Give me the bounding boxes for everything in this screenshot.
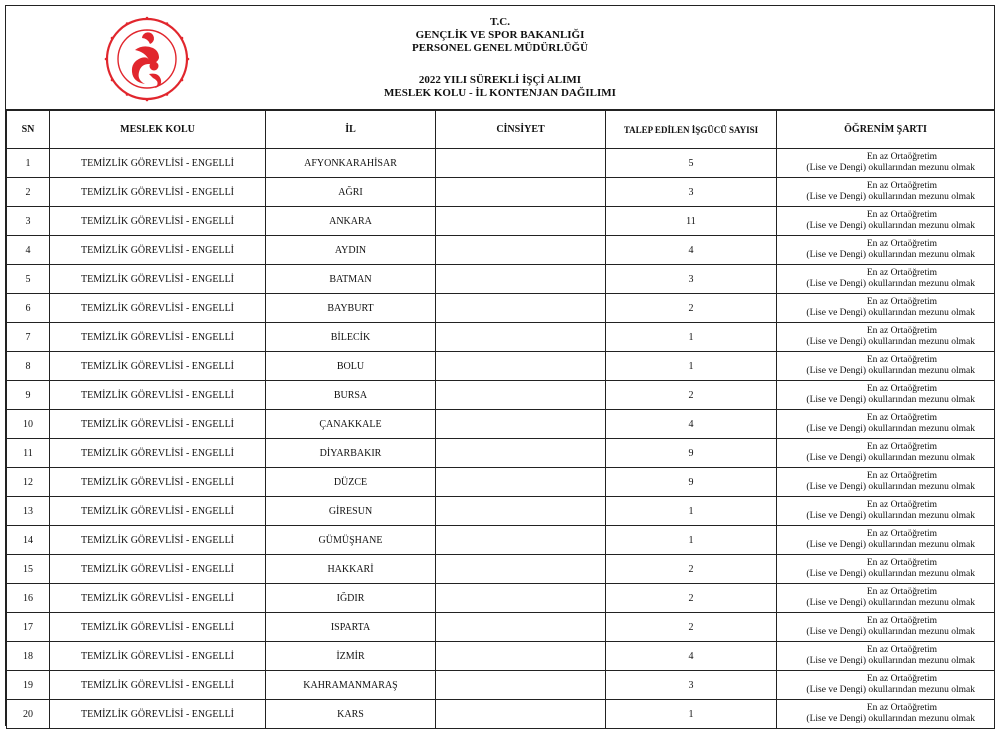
header-title: 2022 YILI SÜREKLİ İŞÇİ ALIMI [418, 74, 582, 86]
cell-sayi: 2 [606, 381, 777, 410]
table-row [7, 178, 995, 207]
header-line-1: T.C. [490, 16, 510, 28]
cell-il: BİLECİK [266, 323, 436, 352]
cell-sn: 10 [7, 410, 50, 439]
cell-il: GÜMÜŞHANE [266, 526, 436, 555]
cell-meslek: TEMİZLİK GÖREVLİSİ - ENGELLİ [50, 555, 266, 584]
table-row [7, 671, 995, 700]
cell-sn: 15 [7, 555, 50, 584]
ogrenim-line-2: (Lise ve Dengi) okullarından mezunu olmak [806, 395, 975, 405]
document-header [6, 6, 994, 110]
cell-sn: 11 [7, 439, 50, 468]
ogrenim-line-1: En az Ortaöğretim [866, 325, 937, 336]
ogrenim-line-2: (Lise ve Dengi) okullarından mezunu olmak [806, 598, 975, 608]
cell-cinsiyet [436, 294, 606, 323]
table-row [7, 294, 995, 323]
cell-sn: 9 [7, 381, 50, 410]
cell-meslek: TEMİZLİK GÖREVLİSİ - ENGELLİ [50, 265, 266, 294]
ogrenim-line-1: En az Ortaöğretim [866, 383, 937, 394]
cell-cinsiyet [436, 584, 606, 613]
cell-cinsiyet [436, 700, 606, 729]
cell-il: DÜZCE [266, 468, 436, 497]
table-row [7, 468, 995, 497]
cell-sn: 12 [7, 468, 50, 497]
table-row [7, 265, 995, 294]
ogrenim-line-2: (Lise ve Dengi) okullarından mezunu olmak [806, 511, 975, 521]
cell-cinsiyet [436, 149, 606, 178]
cell-meslek: TEMİZLİK GÖREVLİSİ - ENGELLİ [50, 642, 266, 671]
cell-meslek: TEMİZLİK GÖREVLİSİ - ENGELLİ [50, 236, 266, 265]
cell-sayi: 2 [606, 555, 777, 584]
cell-ogrenim [777, 207, 995, 236]
ogrenim-line-1: En az Ortaöğretim [866, 180, 937, 191]
cell-il: IĞDIR [266, 584, 436, 613]
ogrenim-line-2: (Lise ve Dengi) okullarından mezunu olmak [806, 192, 975, 202]
cell-il: AYDIN [266, 236, 436, 265]
cell-meslek: TEMİZLİK GÖREVLİSİ - ENGELLİ [50, 352, 266, 381]
cell-cinsiyet [436, 642, 606, 671]
cell-sn: 17 [7, 613, 50, 642]
cell-il: ÇANAKKALE [266, 410, 436, 439]
ogrenim-line-1: En az Ortaöğretim [866, 702, 937, 713]
cell-ogrenim [777, 178, 995, 207]
table-row [7, 381, 995, 410]
ogrenim-line-2: (Lise ve Dengi) okullarından mezunu olmak [806, 685, 975, 695]
cell-il: GİRESUN [266, 497, 436, 526]
cell-il: HAKKARİ [266, 555, 436, 584]
cell-sn: 19 [7, 671, 50, 700]
cell-sayi: 1 [606, 497, 777, 526]
cell-sayi: 5 [606, 149, 777, 178]
cell-il: AĞRI [266, 178, 436, 207]
ogrenim-line-1: En az Ortaöğretim [866, 499, 937, 510]
ogrenim-line-2: (Lise ve Dengi) okullarından mezunu olmak [806, 366, 975, 376]
ogrenim-line-1: En az Ortaöğretim [866, 209, 937, 220]
ogrenim-line-2: (Lise ve Dengi) okullarından mezunu olmak [806, 714, 975, 724]
ogrenim-line-2: (Lise ve Dengi) okullarından mezunu olmak [806, 250, 975, 260]
cell-sayi: 4 [606, 642, 777, 671]
ogrenim-line-2: (Lise ve Dengi) okullarından mezunu olmak [806, 656, 975, 666]
table-row [7, 236, 995, 265]
table-row [7, 584, 995, 613]
cell-ogrenim [777, 526, 995, 555]
cell-meslek: TEMİZLİK GÖREVLİSİ - ENGELLİ [50, 584, 266, 613]
table-row [7, 323, 995, 352]
ogrenim-line-2: (Lise ve Dengi) okullarından mezunu olmak [806, 453, 975, 463]
cell-sayi: 3 [606, 265, 777, 294]
cell-ogrenim [777, 468, 995, 497]
cell-sayi: 1 [606, 700, 777, 729]
cell-sayi: 2 [606, 584, 777, 613]
header-subtitle: MESLEK KOLU - İL KONTENJAN DAĞILIMI [384, 87, 616, 99]
cell-sayi: 2 [606, 613, 777, 642]
cell-sayi: 9 [606, 439, 777, 468]
col-header-meslek: MESLEK KOLU [50, 111, 266, 149]
ogrenim-line-2: (Lise ve Dengi) okullarından mezunu olmak [806, 279, 975, 289]
cell-il: BATMAN [266, 265, 436, 294]
cell-sayi: 3 [606, 671, 777, 700]
cell-ogrenim [777, 497, 995, 526]
table-row [7, 642, 995, 671]
cell-ogrenim [777, 410, 995, 439]
cell-sn: 1 [7, 149, 50, 178]
cell-il: AFYONKARAHİSAR [266, 149, 436, 178]
cell-cinsiyet [436, 497, 606, 526]
ogrenim-line-2: (Lise ve Dengi) okullarından mezunu olmak [806, 424, 975, 434]
header-directorate: PERSONEL GENEL MÜDÜRLÜĞÜ [411, 42, 589, 54]
cell-sn: 5 [7, 265, 50, 294]
cell-meslek: TEMİZLİK GÖREVLİSİ - ENGELLİ [50, 207, 266, 236]
table-row [7, 700, 995, 729]
cell-meslek: TEMİZLİK GÖREVLİSİ - ENGELLİ [50, 410, 266, 439]
cell-sayi: 4 [606, 236, 777, 265]
ogrenim-line-1: En az Ortaöğretim [866, 151, 937, 162]
cell-cinsiyet [436, 323, 606, 352]
cell-cinsiyet [436, 555, 606, 584]
cell-ogrenim [777, 294, 995, 323]
ogrenim-line-1: En az Ortaöğretim [866, 354, 937, 365]
cell-meslek: TEMİZLİK GÖREVLİSİ - ENGELLİ [50, 468, 266, 497]
ogrenim-line-1: En az Ortaöğretim [866, 412, 937, 423]
cell-sayi: 9 [606, 468, 777, 497]
cell-cinsiyet [436, 178, 606, 207]
cell-ogrenim [777, 323, 995, 352]
cell-cinsiyet [436, 526, 606, 555]
cell-cinsiyet [436, 671, 606, 700]
cell-sn: 8 [7, 352, 50, 381]
table-row [7, 439, 995, 468]
table-row [7, 526, 995, 555]
cell-meslek: TEMİZLİK GÖREVLİSİ - ENGELLİ [50, 497, 266, 526]
cell-ogrenim [777, 149, 995, 178]
logo-text: · [146, 28, 148, 33]
cell-sayi: 3 [606, 178, 777, 207]
cell-sn: 3 [7, 207, 50, 236]
cell-il: ANKARA [266, 207, 436, 236]
cell-sn: 2 [7, 178, 50, 207]
cell-meslek: TEMİZLİK GÖREVLİSİ - ENGELLİ [50, 526, 266, 555]
cell-il: ISPARTA [266, 613, 436, 642]
ogrenim-line-1: En az Ortaöğretim [866, 267, 937, 278]
cell-sayi: 11 [606, 207, 777, 236]
ogrenim-line-1: En az Ortaöğretim [866, 615, 937, 626]
cell-meslek: TEMİZLİK GÖREVLİSİ - ENGELLİ [50, 613, 266, 642]
table-row [7, 352, 995, 381]
cell-sayi: 1 [606, 526, 777, 555]
cell-meslek: TEMİZLİK GÖREVLİSİ - ENGELLİ [50, 439, 266, 468]
cell-il: KAHRAMANMARAŞ [266, 671, 436, 700]
table-header-row [7, 111, 995, 149]
ogrenim-line-1: En az Ortaöğretim [866, 586, 937, 597]
cell-ogrenim [777, 642, 995, 671]
col-header-sn: SN [7, 111, 50, 149]
table-row [7, 207, 995, 236]
cell-il: BURSA [266, 381, 436, 410]
cell-sayi: 4 [606, 410, 777, 439]
table-row [7, 497, 995, 526]
cell-meslek: TEMİZLİK GÖREVLİSİ - ENGELLİ [50, 381, 266, 410]
table-row [7, 149, 995, 178]
cell-sayi: 2 [606, 294, 777, 323]
ogrenim-line-2: (Lise ve Dengi) okullarından mezunu olmak [806, 569, 975, 579]
ogrenim-line-1: En az Ortaöğretim [866, 673, 937, 684]
ogrenim-line-1: En az Ortaöğretim [866, 441, 937, 452]
cell-ogrenim [777, 671, 995, 700]
cell-meslek: TEMİZLİK GÖREVLİSİ - ENGELLİ [50, 178, 266, 207]
ogrenim-line-2: (Lise ve Dengi) okullarından mezunu olmak [806, 308, 975, 318]
ogrenim-line-2: (Lise ve Dengi) okullarından mezunu olmak [806, 540, 975, 550]
col-header-ogrenim: ÖĞRENİM ŞARTI [777, 111, 995, 149]
quota-table [6, 110, 995, 729]
cell-sn: 4 [7, 236, 50, 265]
ogrenim-line-1: En az Ortaöğretim [866, 470, 937, 481]
cell-sn: 16 [7, 584, 50, 613]
cell-ogrenim [777, 439, 995, 468]
ogrenim-line-1: En az Ortaöğretim [866, 238, 937, 249]
cell-cinsiyet [436, 410, 606, 439]
ogrenim-line-2: (Lise ve Dengi) okullarından mezunu olmak [806, 627, 975, 637]
cell-cinsiyet [436, 265, 606, 294]
table-row [7, 555, 995, 584]
cell-il: İZMİR [266, 642, 436, 671]
ogrenim-line-2: (Lise ve Dengi) okullarından mezunu olmak [806, 337, 975, 347]
document-page [5, 5, 995, 726]
cell-il: BOLU [266, 352, 436, 381]
ogrenim-line-1: En az Ortaöğretim [866, 644, 937, 655]
cell-il: BAYBURT [266, 294, 436, 323]
cell-sayi: 1 [606, 352, 777, 381]
table-row [7, 613, 995, 642]
cell-ogrenim [777, 265, 995, 294]
cell-sn: 18 [7, 642, 50, 671]
col-header-sayi: TALEP EDİLEN İŞGÜCÜ SAYISI [606, 111, 777, 149]
cell-cinsiyet [436, 352, 606, 381]
cell-cinsiyet [436, 439, 606, 468]
cell-meslek: TEMİZLİK GÖREVLİSİ - ENGELLİ [50, 294, 266, 323]
cell-il: KARS [266, 700, 436, 729]
cell-ogrenim [777, 555, 995, 584]
cell-meslek: TEMİZLİK GÖREVLİSİ - ENGELLİ [50, 149, 266, 178]
ogrenim-line-2: (Lise ve Dengi) okullarından mezunu olmak [806, 163, 975, 173]
cell-cinsiyet [436, 468, 606, 497]
cell-meslek: TEMİZLİK GÖREVLİSİ - ENGELLİ [50, 323, 266, 352]
cell-sn: 7 [7, 323, 50, 352]
cell-ogrenim [777, 700, 995, 729]
cell-cinsiyet [436, 381, 606, 410]
cell-ogrenim [777, 613, 995, 642]
cell-meslek: TEMİZLİK GÖREVLİSİ - ENGELLİ [50, 671, 266, 700]
cell-meslek: TEMİZLİK GÖREVLİSİ - ENGELLİ [50, 700, 266, 729]
cell-cinsiyet [436, 236, 606, 265]
ogrenim-line-1: En az Ortaöğretim [866, 296, 937, 307]
cell-sayi: 1 [606, 323, 777, 352]
ogrenim-line-1: En az Ortaöğretim [866, 528, 937, 539]
ogrenim-line-1: En az Ortaöğretim [866, 557, 937, 568]
header-ministry: GENÇLİK VE SPOR BAKANLIĞI [415, 29, 585, 41]
col-header-il: İL [266, 111, 436, 149]
cell-cinsiyet [436, 613, 606, 642]
cell-sn: 6 [7, 294, 50, 323]
cell-ogrenim [777, 236, 995, 265]
table-row [7, 410, 995, 439]
cell-sn: 13 [7, 497, 50, 526]
cell-ogrenim [777, 352, 995, 381]
cell-sn: 14 [7, 526, 50, 555]
cell-ogrenim [777, 381, 995, 410]
ogrenim-line-2: (Lise ve Dengi) okullarından mezunu olmak [806, 482, 975, 492]
col-header-cinsiyet: CİNSİYET [436, 111, 606, 149]
cell-cinsiyet [436, 207, 606, 236]
cell-il: DİYARBAKIR [266, 439, 436, 468]
ogrenim-line-2: (Lise ve Dengi) okullarından mezunu olmak [806, 221, 975, 231]
cell-sn: 20 [7, 700, 50, 729]
cell-ogrenim [777, 584, 995, 613]
